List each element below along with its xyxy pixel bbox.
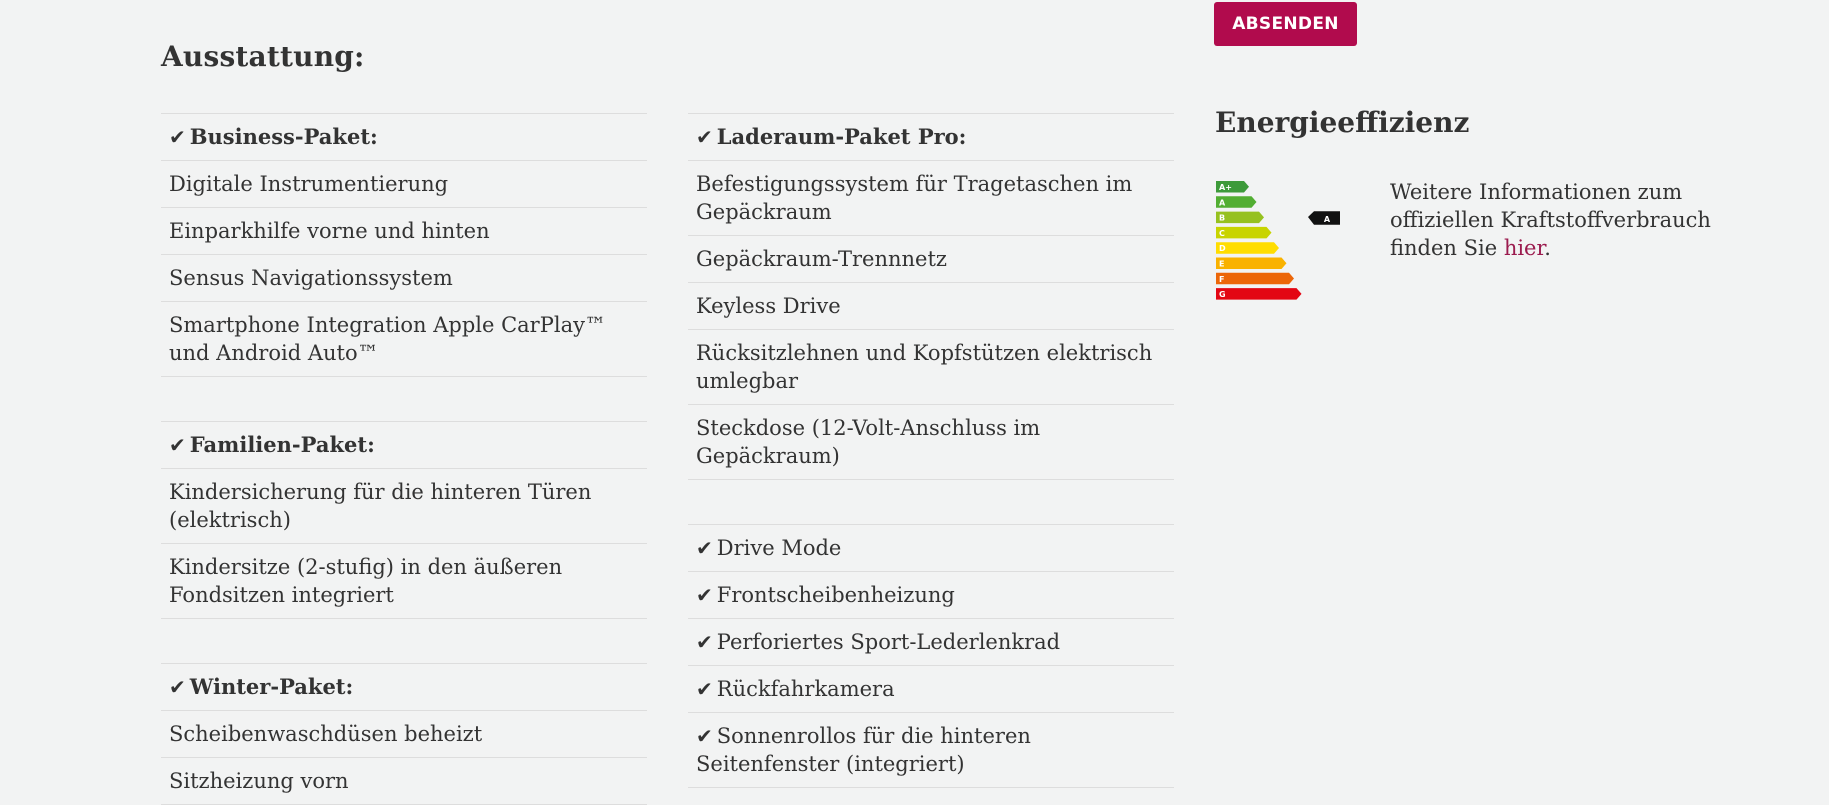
- equipment-label: Sensus Navigationssystem: [169, 266, 453, 290]
- energy-class-bar: [1216, 258, 1287, 270]
- check-icon: ✔: [696, 724, 713, 748]
- equipment-item: [688, 160, 1174, 235]
- equipment-item: [161, 710, 647, 757]
- energy-class-bar: [1216, 273, 1294, 285]
- equipment-item: [688, 524, 1174, 571]
- equipment-title: Ausstattung:: [161, 40, 365, 73]
- equipment-item: [688, 618, 1174, 665]
- equipment-item: [161, 254, 647, 301]
- package-heading: [161, 113, 647, 160]
- equipment-item: [688, 712, 1174, 788]
- check-icon: ✔: [169, 125, 186, 149]
- equipment-item: [688, 282, 1174, 329]
- equipment-label: Smartphone Integration Apple CarPlay™ und Android Auto™: [169, 313, 606, 365]
- equipment-item: [161, 301, 647, 376]
- energy-rating-label: A: [1323, 214, 1331, 224]
- check-icon: ✔: [696, 583, 713, 607]
- energy-class-label: A: [1219, 198, 1226, 208]
- energy-info-text-before: Weitere Informationen zum offiziellen Kraftstoffverbrauch finden Sie: [1390, 180, 1711, 260]
- equipment-right-column: [688, 113, 1174, 788]
- equipment-item: [688, 571, 1174, 618]
- energy-class-bar: [1216, 288, 1302, 300]
- equipment-label: Sonnenrollos für die hinteren Seitenfenster (integriert): [696, 724, 1031, 776]
- check-icon: ✔: [696, 630, 713, 654]
- equipment-item: [688, 404, 1174, 479]
- equipment-label: Kindersicherung für die hinteren Türen (elektrisch): [169, 480, 592, 532]
- spacer-row: [688, 479, 1174, 524]
- energy-class-label: A+: [1219, 183, 1232, 192]
- check-icon: ✔: [696, 677, 713, 701]
- equipment-label: Perforiertes Sport-Lederlenkrad: [716, 630, 1061, 654]
- equipment-label: Rückfahrkamera: [716, 677, 895, 701]
- energy-efficiency-label: [1216, 181, 1356, 306]
- equipment-label: Scheibenwaschdüsen beheizt: [169, 722, 483, 746]
- equipment-label: Drive Mode: [716, 536, 842, 560]
- equipment-label: Gepäckraum-Trennnetz: [696, 247, 947, 271]
- check-icon: ✔: [169, 675, 186, 699]
- equipment-label: Frontscheibenheizung: [716, 583, 955, 607]
- energy-info-text-after: .: [1544, 236, 1551, 260]
- check-icon: ✔: [696, 536, 713, 560]
- energy-class-label: E: [1219, 259, 1225, 269]
- equipment-item: [688, 665, 1174, 712]
- energy-info-text: [1390, 178, 1720, 262]
- energy-class-label: G: [1219, 290, 1226, 300]
- equipment-left-column: [161, 113, 647, 805]
- equipment-label: Sitzheizung vorn: [169, 769, 349, 793]
- energy-class-label: C: [1219, 228, 1225, 238]
- spacer-row: [161, 618, 647, 663]
- spacer-row: [161, 376, 647, 421]
- energy-class-label: F: [1219, 274, 1225, 284]
- energy-class-label: B: [1219, 213, 1226, 223]
- check-icon: ✔: [696, 125, 713, 149]
- equipment-label: Business-Paket:: [189, 124, 378, 149]
- equipment-item: [161, 160, 647, 207]
- equipment-item: [161, 757, 647, 805]
- package-heading: [161, 421, 647, 468]
- equipment-label: Familien-Paket:: [189, 432, 375, 457]
- submit-button[interactable]: ABSENDEN: [1214, 2, 1357, 46]
- equipment-label: Befestigungssystem für Tragetaschen im Gepäckraum: [696, 172, 1133, 224]
- equipment-label: Rücksitzlehnen und Kopfstützen elektrisch umlegbar: [696, 341, 1153, 393]
- equipment-label: Einparkhilfe vorne und hinten: [169, 219, 490, 243]
- equipment-label: Laderaum-Paket Pro:: [716, 124, 967, 149]
- equipment-label: Winter-Paket:: [189, 674, 354, 699]
- equipment-label: Steckdose (12-Volt-Anschluss im Gepäckraum): [696, 416, 1041, 468]
- equipment-item: [161, 543, 647, 618]
- equipment-item: [161, 468, 647, 543]
- package-heading: [688, 113, 1174, 160]
- equipment-label: Keyless Drive: [696, 294, 841, 318]
- equipment-item: [161, 207, 647, 254]
- equipment-label: Digitale Instrumentierung: [169, 172, 449, 196]
- energy-class-label: D: [1219, 244, 1226, 254]
- energy-info-link[interactable]: hier: [1503, 236, 1545, 260]
- equipment-item: [688, 235, 1174, 282]
- energy-efficiency-title: Energieeffizienz: [1215, 106, 1470, 139]
- equipment-item: [688, 329, 1174, 404]
- check-icon: ✔: [169, 433, 186, 457]
- package-heading: [161, 663, 647, 710]
- equipment-label: Kindersitze (2-stufig) in den äußeren Fondsitzen integriert: [169, 555, 563, 607]
